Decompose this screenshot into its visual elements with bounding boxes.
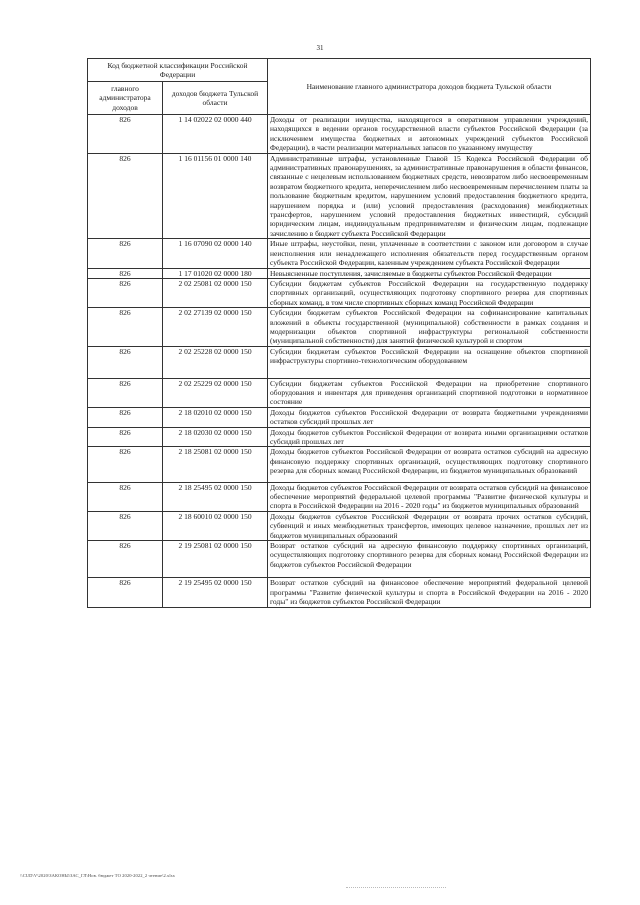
- income-code-cell: 2 19 25495 02 0000 150: [163, 578, 268, 607]
- admin-code-cell: 826: [88, 153, 163, 239]
- table-row: [88, 578, 591, 607]
- income-code-cell: 2 02 25229 02 0000 150: [163, 378, 268, 407]
- table-row: [88, 153, 591, 239]
- income-code-cell: 2 19 25081 02 0000 150: [163, 541, 268, 578]
- admin-code-cell: 826: [88, 447, 163, 482]
- table-row: [88, 482, 591, 511]
- income-code-cell: 2 18 25495 02 0000 150: [163, 482, 268, 511]
- admin-code-cell: 826: [88, 511, 163, 540]
- admin-code-cell: 826: [88, 482, 163, 511]
- admin-code-cell: 826: [88, 239, 163, 268]
- description-cell: Доходы бюджетов субъектов Российской Федерации от возврата бюджетными учреждениями остатков субсидий прошлых лет: [268, 407, 591, 427]
- file-path-footer: \\CUD\V\2020\ЗАКОНЫ\ЗАС_ГЛ\Нов. бюджет ТО 2020-2022_2 чтение\2.xlsx: [20, 873, 175, 878]
- table-row: [88, 278, 591, 307]
- description-cell: Доходы бюджетов субъектов Российской Федерации от возврата остатков субсидий на финансовое обеспечение мероприятий федеральной целевой программы "Развитие физической культуры и спорта в Российской Федерации на 2016 - 2020 годы" из бюджетов муниципальных образований: [268, 482, 591, 511]
- admin-code-cell: 826: [88, 308, 163, 347]
- admin-code-cell: 826: [88, 541, 163, 578]
- table-row: [88, 541, 591, 578]
- table-row: [88, 239, 591, 268]
- income-code-cell: 2 02 27139 02 0000 150: [163, 308, 268, 347]
- table-row: [88, 115, 591, 154]
- description-cell: Субсидии бюджетам субъектов Российской Федерации на софинансирование капитальных вложений в объекты государственной (муниципальной) собственности в рамках создания и модернизации объектов спортивной инфраструктуры региональной собственности (муниципальной собственности) для занятий физической культурой и спортом: [268, 308, 591, 347]
- table-row: [88, 427, 591, 447]
- description-cell: Невыясненные поступления, зачисляемые в бюджеты субъектов Российской Федерации: [268, 268, 591, 278]
- description-cell: Возврат остатков субсидий на финансовое обеспечение мероприятий федеральной целевой программы "Развитие физической культуры и спорта в Российской Федерации на 2016 - 2020 годы" из бюджетов субъектов Российской Федерации: [268, 578, 591, 607]
- description-cell: Возврат остатков субсидий на адресную финансовую поддержку спортивных организаций, осуществляющих подготовку спортивного резерва для сборных команд Российской Федерации из бюджетов субъектов Российской Федерации: [268, 541, 591, 578]
- table-row: [88, 511, 591, 540]
- description-cell: Субсидии бюджетам субъектов Российской Федерации на оснащение объектов спортивной инфраструктуры спортивно-технологическим оборудованием: [268, 346, 591, 378]
- description-cell: Доходы от реализации имущества, находящегося в оперативном управлении учреждений, находящихся в ведении органов государственной власти субъектов Российской Федерации (за исключением имущества бюджетных и автономных учреждений субъектов Российской Федерации), в части реализации материальных запасов по указанному имуществу: [268, 115, 591, 154]
- admin-code-cell: 826: [88, 268, 163, 278]
- description-cell: Субсидии бюджетам субъектов Российской Федерации на государственную поддержку спортивных организаций, осуществляющих подготовку спортивного резерва для спортивных сборных команд, в том числе спортивных сборных команд Российской Федерации: [268, 278, 591, 307]
- faint-footer-mark: [346, 887, 446, 888]
- table-row: [88, 346, 591, 378]
- description-cell: Иные штрафы, неустойки, пени, уплаченные в соответствии с законом или договором в случае неисполнения или ненадлежащего исполнения обязательств перед государственным органом субъекта Российской Федерации, казенным учреждением субъекта Российской Федерации: [268, 239, 591, 268]
- table-row: [88, 407, 591, 427]
- admin-code-cell: 826: [88, 378, 163, 407]
- table-row: [88, 268, 591, 278]
- income-code-cell: 1 16 01156 01 0000 140: [163, 153, 268, 239]
- description-cell: Субсидии бюджетам субъектов Российской Федерации на приобретение спортивного оборудования и инвентаря для приведения организаций спортивной подготовки в нормативное состояние: [268, 378, 591, 407]
- admin-code-cell: 826: [88, 427, 163, 447]
- admin-code-cell: 826: [88, 407, 163, 427]
- income-code-cell: 1 14 02022 02 0000 440: [163, 115, 268, 154]
- admin-code-cell: 826: [88, 278, 163, 307]
- table-row: [88, 378, 591, 407]
- income-code-cell: 2 02 25228 02 0000 150: [163, 346, 268, 378]
- income-code-cell: 2 02 25081 02 0000 150: [163, 278, 268, 307]
- income-code-cell: 2 18 02010 02 0000 150: [163, 407, 268, 427]
- income-code-cell: 1 16 07090 02 0000 140: [163, 239, 268, 268]
- admin-code-cell: 826: [88, 578, 163, 607]
- description-cell: Административные штрафы, установленные Главой 15 Кодекса Российской Федерации об административных правонарушениях, за административные правонарушения в области финансов, связанные с нецелевым использованием бюджетных средств, невозвратом либо несвоевременным возвратом бюджетного кредита, неперечислением либо несвоевременным перечислением платы за пользование бюджетным кредитом, нарушением условий предоставления бюджетного кредита, нарушением порядка и (или) условий предоставления (расходования) межбюджетных трансфертов, нарушением условий предоставления бюджетных инвестиций, субсидий юридическим лицам, индивидуальным предпринимателям и физическим лицам, подлежащие зачислению в бюджет субъекта Российской Федерации: [268, 153, 591, 239]
- admin-code-cell: 826: [88, 115, 163, 154]
- table-row: [88, 308, 591, 347]
- header-income-column: доходов бюджета Тульской области: [163, 82, 268, 115]
- income-code-cell: 2 18 25081 02 0000 150: [163, 447, 268, 482]
- description-cell: Доходы бюджетов субъектов Российской Федерации от возврата прочих остатков субсидий, субвенций и иных межбюджетных трансфертов, имеющих целевое назначение, прошлых лет из бюджетов муниципальных образований: [268, 511, 591, 540]
- header-classification-code: Код бюджетной классификации Российской Федерации: [88, 59, 268, 82]
- page-number: 31: [316, 44, 324, 52]
- budget-classification-table: [87, 58, 591, 608]
- header-administrator-name: Наименование главного администратора доходов бюджета Тульской области: [268, 59, 591, 115]
- table-row: [88, 447, 591, 482]
- income-code-cell: 1 17 01020 02 0000 180: [163, 268, 268, 278]
- description-cell: Доходы бюджетов субъектов Российской Федерации от возврата остатков субсидий на адресную финансовую поддержку спортивных организаций, осуществляющих подготовку спортивного резерва для сборных команд Российской Федерации, из бюджетов муниципальных образований: [268, 447, 591, 482]
- admin-code-cell: 826: [88, 346, 163, 378]
- description-cell: Доходы бюджетов субъектов Российской Федерации от возврата иными организациями остатков субсидий прошлых лет: [268, 427, 591, 447]
- table-body: [88, 115, 591, 608]
- header-admin-column: главного администратора доходов: [88, 82, 163, 115]
- income-code-cell: 2 18 02030 02 0000 150: [163, 427, 268, 447]
- income-code-cell: 2 18 60010 02 0000 150: [163, 511, 268, 540]
